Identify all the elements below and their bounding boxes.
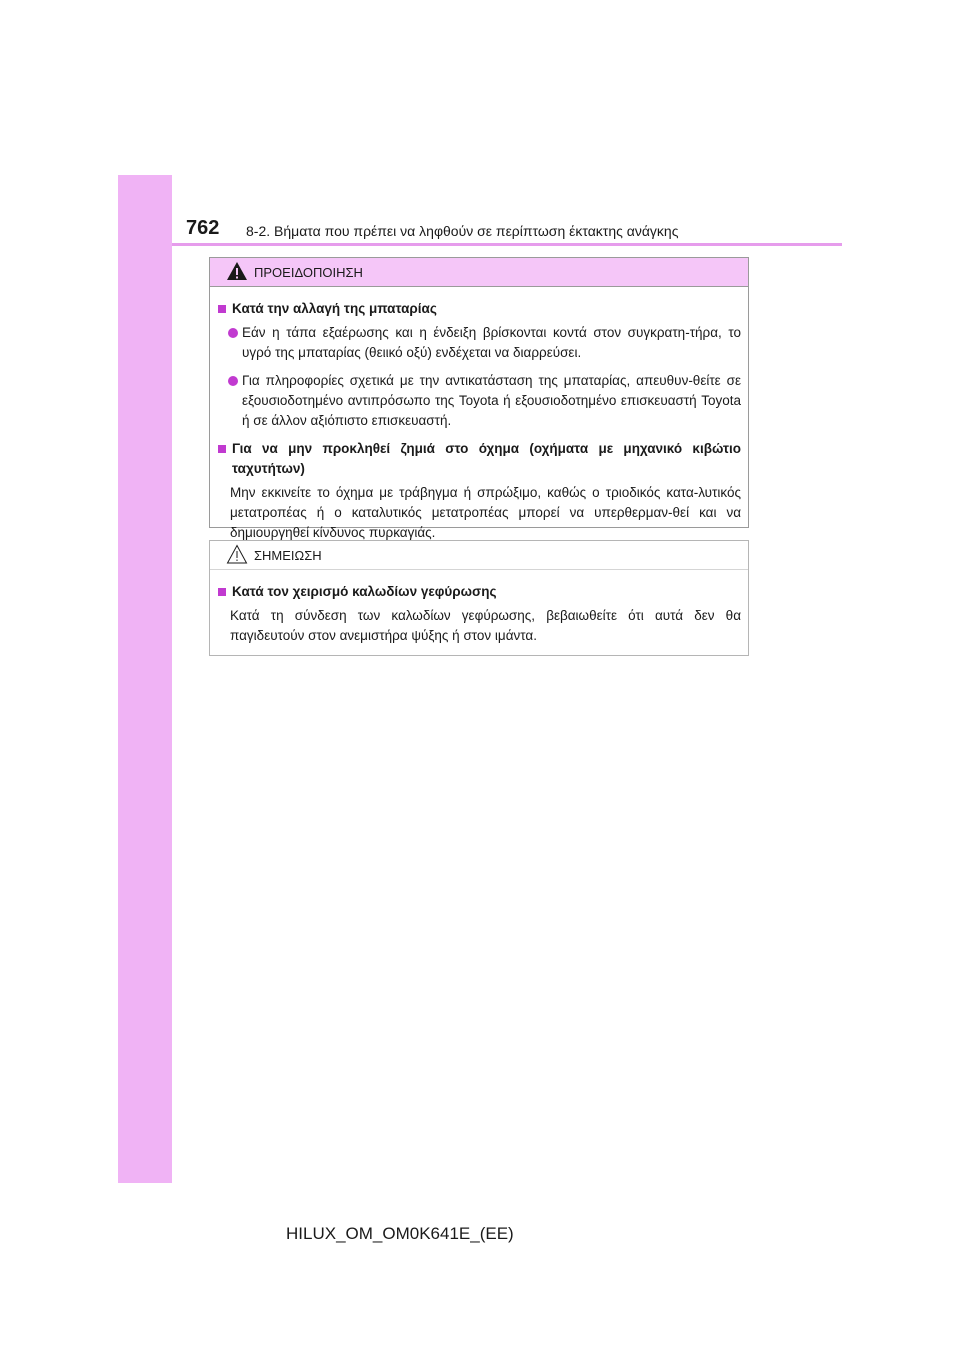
section-title: 8-2. Βήματα που πρέπει να ληφθούν σε περίπτωση έκτακτης ανάγκης xyxy=(246,223,679,239)
warning-bullet-text: Εάν η τάπα εξαέρωσης και η ένδειξη βρίσκονται κοντά στον συγκρατη-τήρα, το υγρό της μπαταρίας (θειικό οξύ) ενδέχεται να διαρρεύσει. xyxy=(242,325,741,360)
warning-section-heading-text: Κατά την αλλαγή της μπαταρίας xyxy=(232,301,437,316)
warning-box-header xyxy=(210,258,748,287)
side-tab-bar xyxy=(118,175,172,1183)
document-code: HILUX_OM_OM0K641E_(EE) xyxy=(286,1224,514,1243)
notice-box xyxy=(209,540,749,656)
warning-section-heading xyxy=(217,439,741,479)
warning-bullet-item xyxy=(217,371,741,431)
header-divider xyxy=(172,243,842,246)
notice-box-body xyxy=(210,570,748,646)
notice-triangle-icon xyxy=(226,544,248,564)
warning-box xyxy=(209,257,749,540)
round-bullet-icon xyxy=(228,328,238,338)
notice-box-title: ΣΗΜΕΙΩΣΗ xyxy=(254,548,322,563)
page-number: 762 xyxy=(186,217,220,239)
square-bullet-icon xyxy=(218,588,226,596)
warning-bullet-item xyxy=(217,323,741,363)
notice-box-header xyxy=(210,541,748,570)
warning-triangle-icon xyxy=(226,261,248,281)
notice-paragraph: Κατά τη σύνδεση των καλωδίων γεφύρωσης, βεβαιωθείτε ότι αυτά δεν θα παγιδευτούν στον ανεμιστήρα ψύξης ή στον ιμάντα. xyxy=(230,608,741,643)
warning-section-heading-text: Για να μην προκληθεί ζημιά στο όχημα (οχήματα με μηχανικό κιβώτιο ταχυτήτων) xyxy=(232,441,741,476)
square-bullet-icon xyxy=(218,305,226,313)
warning-bullet-text: Για πληροφορίες σχετικά με την αντικατάσταση της μπαταρίας, απευθυν-θείτε σε εξουσιοδοτημένο αντιπρόσωπο της Toyota ή εξουσιοδοτημένο επισκευαστή Toyota ή σε άλλον αξιόπιστο επισκευαστή. xyxy=(242,373,741,428)
warning-box-body xyxy=(210,287,748,543)
warning-section-heading xyxy=(217,299,741,319)
notice-section-heading-text: Κατά τον χειρισμό καλωδίων γεφύρωσης xyxy=(232,584,497,599)
notice-section-heading xyxy=(217,582,741,602)
warning-box-title: ΠΡΟΕΙΔΟΠΟΙΗΣΗ xyxy=(254,265,363,280)
square-bullet-icon xyxy=(218,445,226,453)
warning-paragraph: Μην εκκινείτε το όχημα με τράβηγμα ή σπρώξιμο, καθώς ο τριοδικός κατα-λυτικός μετατροπέας ή ο καταλυτικός μετατροπέας μπορεί να υπερθερμαν-θεί και να δημιουργηθεί κίνδυνος πυρκαγιάς. xyxy=(230,485,741,540)
round-bullet-icon xyxy=(228,376,238,386)
